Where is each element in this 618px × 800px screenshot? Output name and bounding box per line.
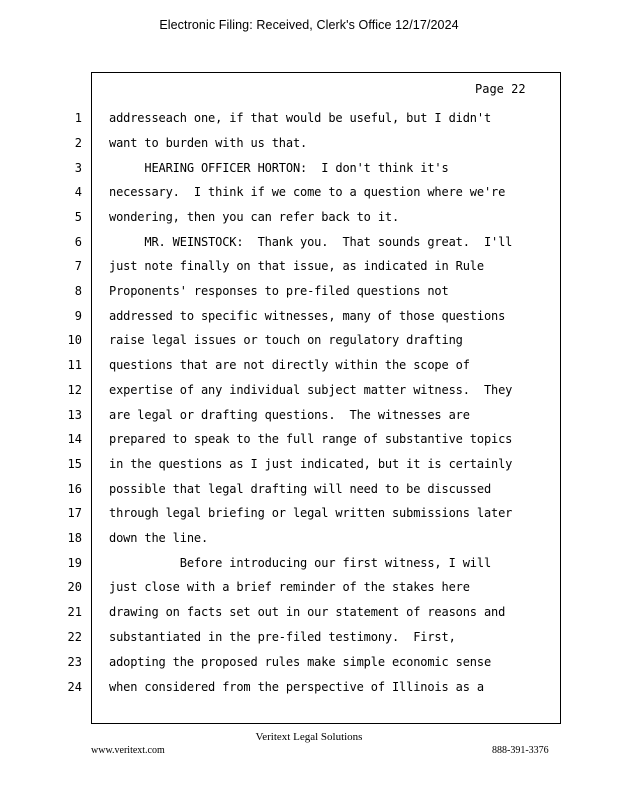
line-text: down the line. [109, 531, 209, 545]
transcript-line [0, 108, 618, 128]
transcript-line [0, 553, 618, 573]
transcript-line [0, 133, 618, 153]
transcript-line [0, 627, 618, 647]
line-text: through legal briefing or legal written submissions later [109, 506, 513, 520]
line-number: 19 [67, 556, 82, 570]
line-number: 11 [67, 358, 82, 372]
transcript-line [0, 232, 618, 252]
transcript-line [0, 380, 618, 400]
line-number: 13 [67, 408, 82, 422]
footer-phone: 888-391-3376 [492, 745, 549, 756]
line-text: drawing on facts set out in our statement of reasons and [109, 605, 506, 619]
transcript-line [0, 405, 618, 425]
line-number: 16 [67, 482, 82, 496]
footer-company: Veritext Legal Solutions [255, 731, 363, 743]
line-text: possible that legal drafting will need to be discussed [109, 482, 492, 496]
line-text: necessary. I think if we come to a question where we're [109, 185, 506, 199]
line-number: 15 [67, 457, 82, 471]
line-number: 7 [74, 259, 82, 273]
line-number: 6 [74, 235, 82, 249]
transcript-line [0, 158, 618, 178]
transcript-line [0, 479, 618, 499]
line-number: 9 [74, 309, 82, 323]
transcript-line [0, 207, 618, 227]
line-number: 3 [74, 161, 82, 175]
line-number: 21 [67, 605, 82, 619]
transcript-line [0, 330, 618, 350]
line-text: just note finally on that issue, as indicated in Rule [109, 259, 484, 273]
line-text: want to burden with us that. [109, 136, 308, 150]
transcript-line [0, 306, 618, 326]
line-number: 1 [74, 111, 82, 125]
footer-website: www.veritext.com [91, 745, 165, 756]
line-text: prepared to speak to the full range of substantive topics [109, 432, 513, 446]
transcript-line [0, 281, 618, 301]
transcript-line [0, 503, 618, 523]
line-number: 2 [74, 136, 82, 150]
line-text: raise legal issues or touch on regulatory drafting [109, 333, 463, 347]
line-number: 4 [74, 185, 82, 199]
page-number: Page 22 [475, 82, 526, 96]
line-number: 17 [67, 506, 82, 520]
line-text: substantiated in the pre-filed testimony. First, [109, 630, 456, 644]
line-text: expertise of any individual subject matter witness. They [109, 383, 513, 397]
transcript-line [0, 355, 618, 375]
line-text: addresseach one, if that would be useful, but I didn't [109, 111, 492, 125]
line-text: are legal or drafting questions. The witnesses are [109, 408, 470, 422]
line-number: 24 [67, 680, 82, 694]
transcript-line [0, 454, 618, 474]
transcript-line [0, 602, 618, 622]
transcript-line [0, 256, 618, 276]
line-number: 12 [67, 383, 82, 397]
line-number: 18 [67, 531, 82, 545]
line-text: when considered from the perspective of Illinois as a [109, 680, 484, 694]
line-text: HEARING OFFICER HORTON: I don't think it's [109, 161, 449, 175]
line-number: 14 [67, 432, 82, 446]
transcript-line [0, 528, 618, 548]
line-text: Proponents' responses to pre-filed questions not [109, 284, 449, 298]
line-text: in the questions as I just indicated, but it is certainly [109, 457, 513, 471]
line-number: 22 [67, 630, 82, 644]
line-text: addressed to specific witnesses, many of those questions [109, 309, 506, 323]
line-number: 10 [67, 333, 82, 347]
line-text: adopting the proposed rules make simple economic sense [109, 655, 492, 669]
filing-stamp-header: Electronic Filing: Received, Clerk's Office 12/17/2024 [159, 18, 459, 32]
transcript-line [0, 652, 618, 672]
line-text: wondering, then you can refer back to it. [109, 210, 400, 224]
line-number: 8 [74, 284, 82, 298]
line-text: MR. WEINSTOCK: Thank you. That sounds great. I'll [109, 235, 513, 249]
transcript-line [0, 429, 618, 449]
transcript-line [0, 577, 618, 597]
line-text: Before introducing our first witness, I will [109, 556, 492, 570]
line-number: 5 [74, 210, 82, 224]
line-text: questions that are not directly within the scope of [109, 358, 470, 372]
line-text: just close with a brief reminder of the stakes here [109, 580, 470, 594]
line-number: 23 [67, 655, 82, 669]
transcript-line [0, 677, 618, 697]
transcript-line [0, 182, 618, 202]
line-number: 20 [67, 580, 82, 594]
